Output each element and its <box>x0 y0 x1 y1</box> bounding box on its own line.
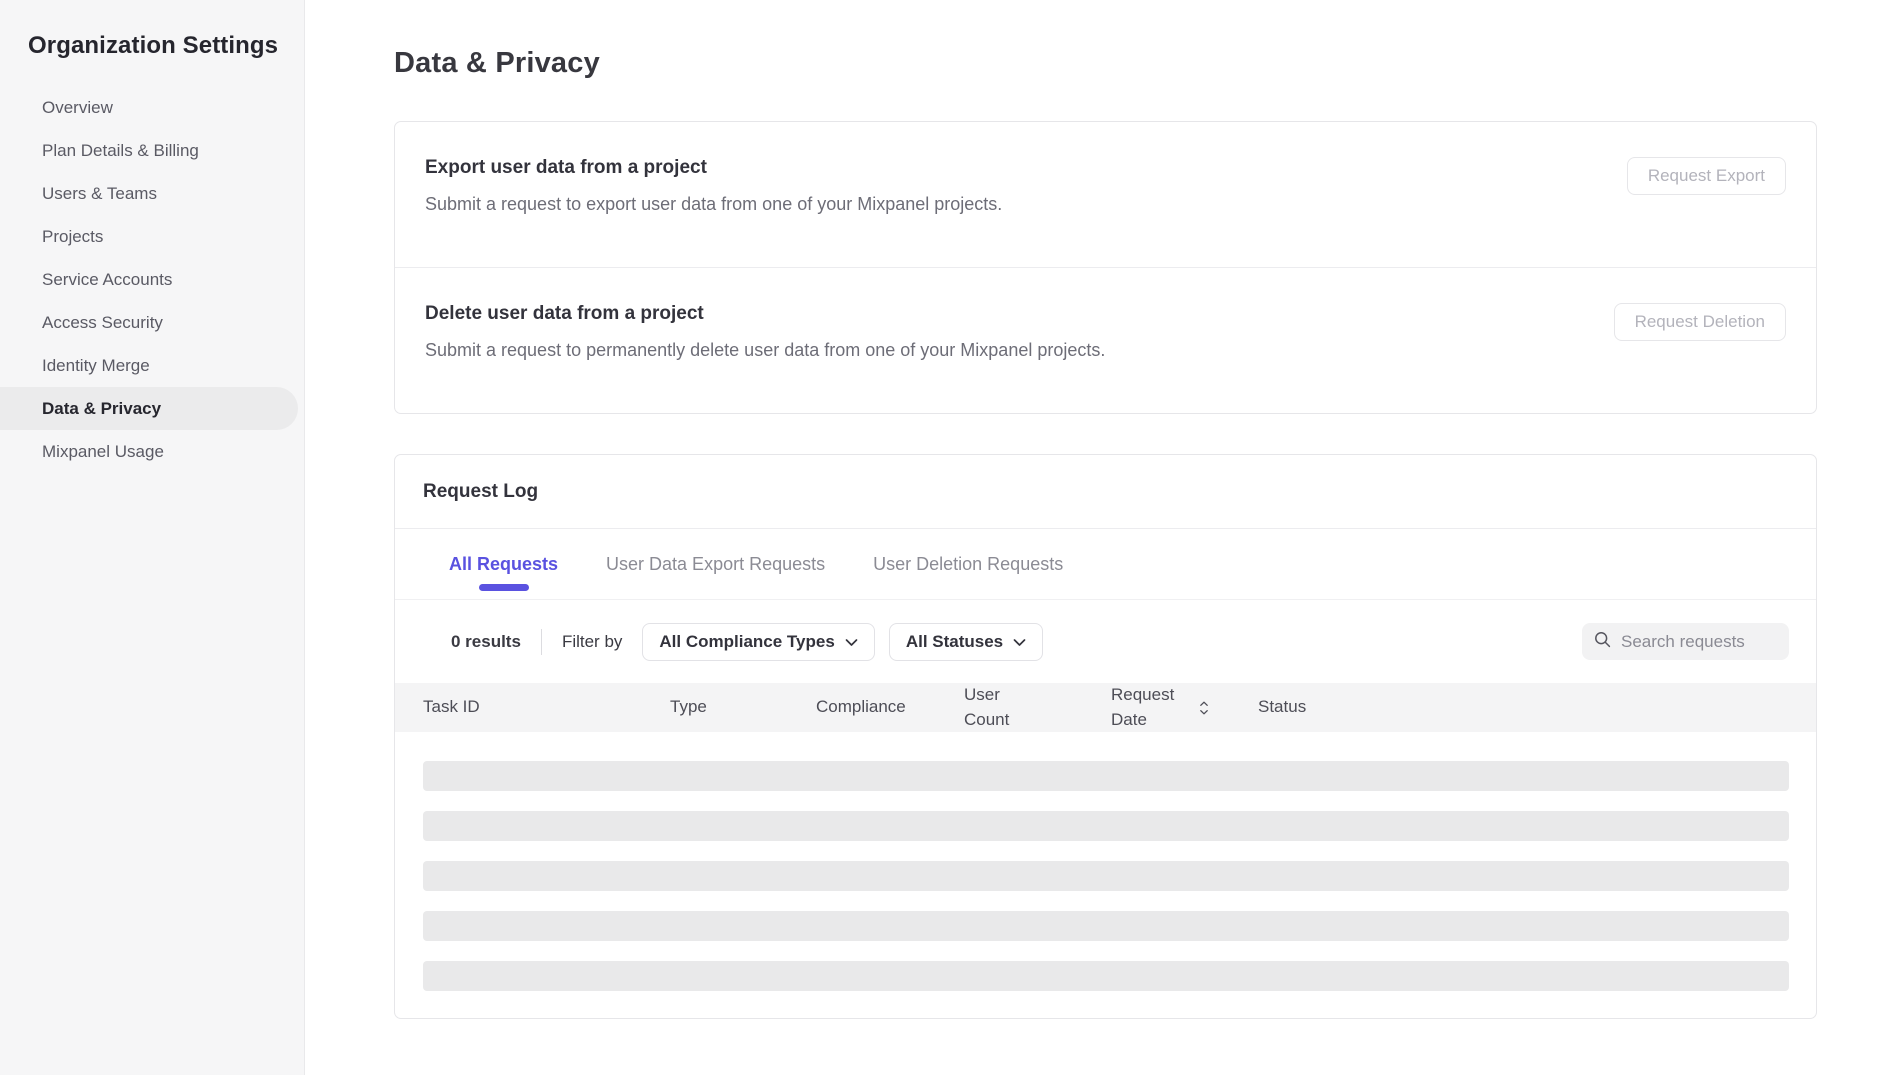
skeleton-row <box>423 961 1789 991</box>
sidebar-item-identity-merge[interactable]: Identity Merge <box>42 355 150 375</box>
column-header-task-id <box>423 695 670 720</box>
table-header <box>395 683 1816 732</box>
sidebar-nav <box>0 86 304 473</box>
sidebar-item-plan-details-billing[interactable]: Plan Details & Billing <box>42 140 199 160</box>
results-count: 0 results <box>451 631 521 651</box>
actions-card <box>394 121 1817 414</box>
divider <box>541 629 542 655</box>
skeleton-row <box>423 861 1789 891</box>
filter-by-label: Filter by <box>561 631 623 651</box>
sort-icon[interactable] <box>1199 699 1209 717</box>
column-header-label: Task ID <box>423 697 480 717</box>
search-input[interactable] <box>1621 632 1771 652</box>
main-content <box>305 0 1886 1075</box>
action-title: Delete user data from a project <box>425 303 704 324</box>
filter-dropdown-all-statuses[interactable] <box>889 623 1043 661</box>
sidebar-item-users-teams[interactable]: Users & Teams <box>42 183 157 203</box>
request-deletion-button[interactable]: Request Deletion <box>1614 303 1786 341</box>
filter-row <box>395 600 1816 683</box>
column-header-label: Type <box>670 697 707 717</box>
column-header-type <box>670 695 816 720</box>
sidebar-title: Organization Settings <box>28 32 279 59</box>
sidebar-item-access-security[interactable]: Access Security <box>42 312 163 332</box>
search-icon <box>1594 631 1611 653</box>
action-info <box>425 157 1002 215</box>
sidebar <box>0 0 305 1075</box>
column-header-status <box>1258 695 1816 720</box>
skeleton-row <box>423 911 1789 941</box>
sidebar-item-overview[interactable]: Overview <box>42 97 113 117</box>
chevron-down-icon <box>1013 638 1026 647</box>
request-log-title: Request Log <box>395 455 1816 529</box>
dropdown-label: All Statuses <box>905 631 1004 651</box>
action-title: Export user data from a project <box>425 157 707 178</box>
skeleton-row <box>423 811 1789 841</box>
column-header-label: Request Date <box>1111 685 1175 729</box>
skeleton-row <box>423 761 1789 791</box>
dropdown-label: All Compliance Types <box>659 631 835 651</box>
tab-user-deletion-requests[interactable]: User Deletion Requests <box>873 553 1064 574</box>
request-log-tabs <box>395 529 1816 600</box>
request-export-button[interactable]: Request Export <box>1627 157 1786 195</box>
tab-user-data-export-requests[interactable]: User Data Export Requests <box>606 553 826 574</box>
action-description: Submit a request to permanently delete user data from one of your Mixpanel projects. <box>425 340 1106 360</box>
search-box[interactable] <box>1582 623 1789 660</box>
sidebar-item-data-privacy[interactable]: Data & Privacy <box>0 387 298 430</box>
column-header-label: User Count <box>964 685 1010 729</box>
action-section-delete-user-data-from-a-project <box>395 267 1816 413</box>
page-title: Data & Privacy <box>394 47 600 79</box>
column-header-label: Status <box>1258 697 1307 717</box>
column-header-label: Compliance <box>816 697 906 717</box>
action-description: Submit a request to export user data from one of your Mixpanel projects. <box>425 194 1003 214</box>
active-tab-indicator <box>479 584 529 591</box>
column-header-request-date <box>1111 683 1258 732</box>
column-header-compliance <box>816 695 964 720</box>
action-info <box>425 303 1105 361</box>
filter-dropdowns <box>642 623 1043 661</box>
filter-controls <box>451 623 1043 661</box>
request-log-card <box>394 454 1817 1019</box>
filter-dropdown-all-compliance-types[interactable] <box>642 623 874 661</box>
column-header-user-count <box>964 683 1111 732</box>
table-body-skeleton <box>395 732 1816 1018</box>
sidebar-item-projects[interactable]: Projects <box>42 226 104 246</box>
sidebar-item-service-accounts[interactable]: Service Accounts <box>42 269 173 289</box>
sidebar-item-mixpanel-usage[interactable]: Mixpanel Usage <box>42 441 164 461</box>
action-section-export-user-data-from-a-project <box>395 122 1816 267</box>
tab-all-requests[interactable]: All Requests <box>449 529 558 599</box>
chevron-down-icon <box>845 638 858 647</box>
